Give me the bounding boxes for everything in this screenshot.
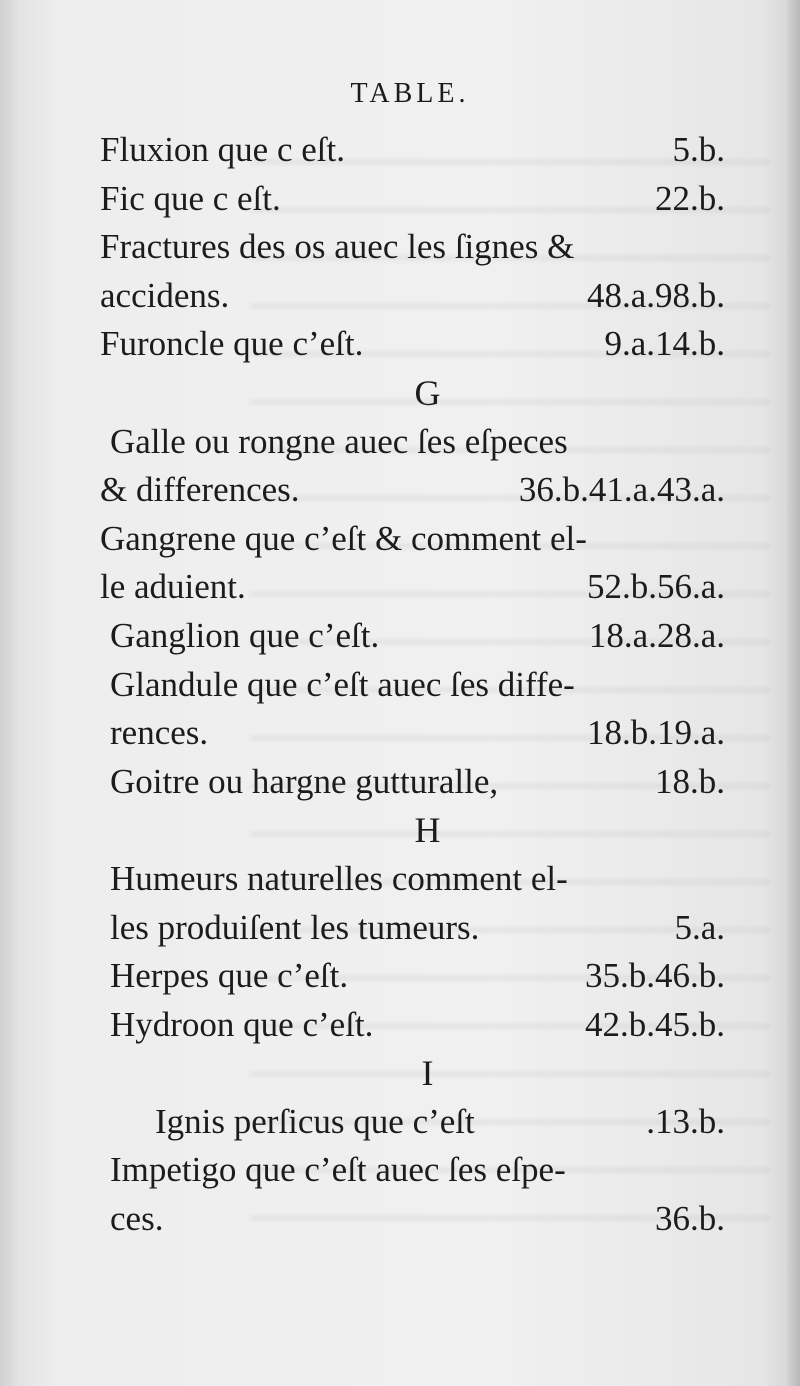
index-entry (100, 175, 725, 224)
index-entry (100, 320, 725, 369)
section-letter-h: H (414, 810, 441, 851)
entry-text: Fic que c eſt. (100, 178, 281, 218)
index-entry (100, 223, 725, 272)
index-entry (100, 1146, 725, 1195)
entry-text: Fluxion que c eſt. (100, 130, 345, 169)
entry-text: Ganglion que c’eſt. (110, 615, 380, 655)
entry-reference: .13.b. (646, 1101, 725, 1141)
section-letter-g: G (414, 372, 441, 413)
index-entry (100, 612, 725, 661)
entry-text: les produiſent les tumeurs. (110, 907, 480, 947)
index-entry (100, 126, 725, 175)
index-entry (100, 563, 725, 612)
page-edge (786, 0, 800, 1386)
index-entry (100, 1195, 725, 1244)
index-entry (100, 855, 725, 904)
entry-text: Galle ou rongne auec ſes eſpeces (110, 421, 568, 461)
index-entry (100, 758, 725, 807)
index-entry (100, 952, 725, 1001)
entry-reference: 42.b.45.b. (585, 1004, 725, 1044)
entry-text: Ignis perſicus que c’eſt (155, 1101, 475, 1141)
index-entry (100, 904, 725, 953)
index-entry (100, 661, 725, 710)
entry-text: le aduient. (100, 567, 246, 607)
entry-text: Furoncle que c’eſt. (100, 324, 364, 364)
entry-reference: 18.b. (655, 761, 725, 801)
entry-reference: 9.a.14.b. (604, 324, 725, 364)
index-entry (100, 272, 725, 321)
entry-text: Humeurs naturelles comment el- (110, 858, 568, 898)
index-entry (100, 1001, 725, 1050)
entry-reference: 22.b. (655, 178, 725, 218)
entry-text: accidens. (100, 275, 230, 315)
entry-text: Fractures des os auec les ſignes & (100, 227, 575, 267)
entry-text: rences. (110, 713, 209, 753)
entry-reference: 36.b.41.a.43.a. (518, 470, 725, 510)
entry-reference: 35.b.46.b. (585, 956, 725, 996)
entry-reference: 48.a.98.b. (586, 275, 725, 315)
entry-reference: 18.b.19.a. (586, 713, 725, 753)
entry-text: & differences. (100, 470, 300, 510)
index-entries (100, 126, 725, 1244)
index-entry (100, 418, 725, 467)
entry-text: ces. (110, 1199, 164, 1239)
entry-reference: 18.a.28.a. (588, 615, 725, 655)
entry-text: Impetigo que c’eſt auec ſes eſpe- (110, 1150, 566, 1190)
index-entry (100, 709, 725, 758)
entry-reference: 5.a. (674, 907, 725, 947)
index-entry (100, 1098, 725, 1147)
entry-reference: 52.b.56.a. (586, 567, 725, 607)
entry-text: Glandule que c’eſt auec ſes diffe- (110, 664, 575, 704)
entry-reference: 5.b. (672, 130, 725, 169)
page-header: TABLE. (350, 78, 470, 109)
section-letter-i: I (421, 1053, 434, 1094)
index-entry (100, 466, 725, 515)
entry-text: Goitre ou hargne gutturalle, (110, 761, 499, 801)
entry-text: Herpes que c’eſt. (110, 956, 349, 996)
entry-text: Gangrene que c’eſt & comment el- (100, 518, 587, 558)
entry-text: Hydroon que c’eſt. (110, 1004, 374, 1044)
entry-reference: 36.b. (655, 1199, 725, 1239)
index-entry (100, 515, 725, 564)
